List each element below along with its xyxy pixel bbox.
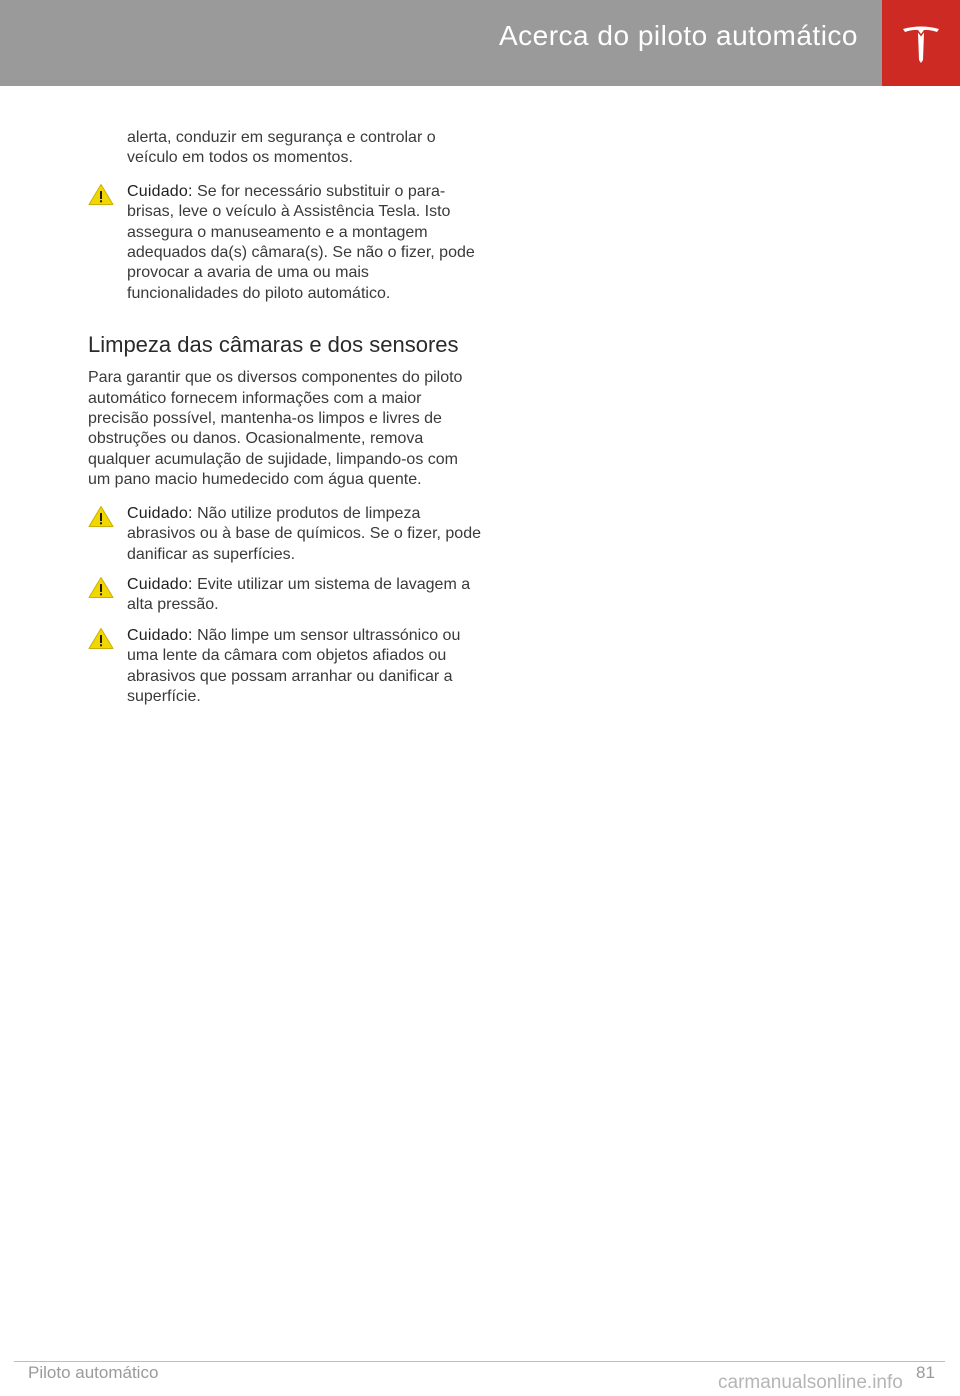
- caution-block: [88, 182, 484, 304]
- caution-text: [127, 504, 484, 565]
- logo-box: [882, 0, 960, 86]
- caution-label: Cuidado:: [127, 626, 193, 644]
- warning-triangle-icon: [88, 576, 114, 599]
- caution-block: [88, 504, 484, 565]
- caution-body: Não limpe um sensor ultrassónico ou uma lente da câmara com objetos afiados ou abrasivos que possam arranhar ou danificar a superfície.: [127, 626, 461, 705]
- caution-text: [127, 182, 484, 304]
- tesla-logo-icon: [898, 20, 944, 66]
- caution-body: Não utilize produtos de limpeza abrasivos ou à base de químicos. Se o fizer, pode danificar as superfícies.: [127, 504, 481, 563]
- page-number: 81: [916, 1363, 935, 1382]
- caution-label: Cuidado:: [127, 575, 193, 593]
- caution-label: Cuidado:: [127, 182, 193, 200]
- watermark: carmanualsonline.info: [718, 1372, 903, 1393]
- warning-triangle-icon: [88, 627, 114, 650]
- warning-triangle-icon: [88, 183, 114, 206]
- body-paragraph: Para garantir que os diversos componentes do piloto automático fornecem informações com a maior precisão possível, mantenha-os limpos e livres de obstruções ou danos. Ocasionalmente, remova qualquer acumulação de sujidade, limpando-os com um pano macio humedecido com água quente.: [88, 369, 463, 489]
- caution-text: [127, 575, 484, 616]
- caution-label: Cuidado:: [127, 504, 193, 522]
- footer-section-name: Piloto automático: [28, 1363, 159, 1382]
- section-heading: Limpeza das câmaras e dos sensores: [88, 332, 459, 358]
- warning-triangle-icon: [88, 505, 114, 528]
- page-title: Acerca do piloto automático: [498, 20, 858, 51]
- caution-text: [127, 626, 484, 708]
- caution-body: Evite utilizar um sistema de lavagem a alta pressão.: [127, 575, 471, 614]
- caution-block: [88, 626, 484, 708]
- header-bar: [0, 0, 882, 86]
- intro-paragraph: alerta, conduzir em segurança e controlar o veículo em todos os momentos.: [127, 129, 436, 167]
- footer-divider: [14, 1361, 945, 1362]
- caution-block: [88, 575, 484, 616]
- main-content: [88, 128, 484, 707]
- caution-body: Se for necessário substituir o para-brisas, leve o veículo à Assistência Tesla. Isto assegura o manuseamento e a montagem adequados da(s) câmara(s). Se não o fizer, pode provocar a avaria de uma ou mais funcionalidades do piloto automático.: [127, 182, 475, 302]
